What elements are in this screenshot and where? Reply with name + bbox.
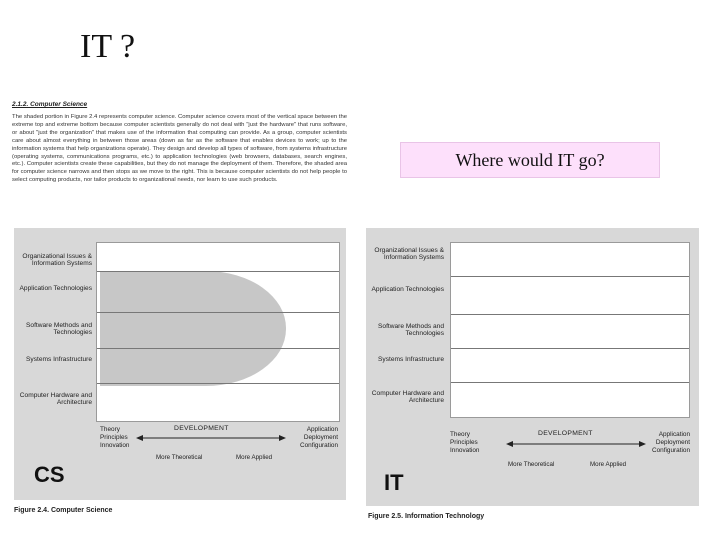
more-theoretical-label: More Theoretical <box>156 454 203 461</box>
more-applied-label: More Applied <box>590 461 627 468</box>
bottom-left-label: Theory <box>100 426 120 433</box>
document-paragraph: The shaded portion in Figure 2.4 represents computer science. Computer science covers most of the vertical space between the extreme top and extreme bottom because computer scientists generally do not deal with "just the hardware" that runs software, or about "just the organization" that makes use of the information that computing can provide. As a group, computer scientists care about almost everything in between those areas (down as far as the software that enables devices to work; up to the information systems that help organizations operate). They design and develop all types of software, from systems infrastructure (operating systems, communications programs, etc.) to application technologies (web browsers, databases, search engines, etc.). Computer scientists create these capabilities, but they do not manage the deployment of them. Therefore, the shaded area for computer science narrows and then stops as we move to the right. This is because computer scientists do not help people to select computing products, nor tailor products to organizational needs, nor learn to use such products. <box>12 114 347 184</box>
document-heading: 2.1.2. Computer Science <box>12 101 88 108</box>
row-label: Systems Infrastructure <box>26 356 92 363</box>
bottom-right-label: Configuration <box>299 442 338 449</box>
it-badge: IT <box>384 470 404 495</box>
development-label: DEVELOPMENT <box>538 430 593 437</box>
more-applied-label: More Applied <box>236 454 273 461</box>
bottom-left-label: Innovation <box>450 447 480 454</box>
bottom-left-label: Principles <box>450 439 478 446</box>
row-divider <box>97 348 339 349</box>
cs-shaded-region <box>100 271 286 386</box>
cs-caption: Figure 2.4. Computer Science <box>14 507 113 514</box>
row-divider <box>451 348 689 349</box>
row-label: Software Methods and Technologies <box>378 323 444 338</box>
row-label: Computer Hardware and Architecture <box>19 392 92 407</box>
row-label: Software Methods and Technologies <box>26 322 92 337</box>
row-divider <box>97 312 339 313</box>
bottom-left-label: Innovation <box>100 442 130 449</box>
row-divider <box>451 276 689 277</box>
bottom-right-label: Deployment <box>303 434 338 441</box>
row-label: Computer Hardware and Architecture <box>371 390 444 405</box>
bottom-left-label: Theory <box>450 431 470 438</box>
it-figure <box>366 228 699 506</box>
cs-figure <box>14 228 346 500</box>
development-label: DEVELOPMENT <box>174 425 229 432</box>
development-arrow-icon <box>136 433 286 443</box>
row-label: Organizational Issues & Information Systems <box>374 247 444 262</box>
more-theoretical-label: More Theoretical <box>508 461 555 468</box>
bottom-left-label: Principles <box>100 434 128 441</box>
callout-box: Where would IT go? <box>400 142 660 178</box>
row-label: Systems Infrastructure <box>378 356 444 363</box>
bottom-right-label: Configuration <box>651 447 690 454</box>
row-label: Organizational Issues & Information Systems <box>22 253 92 268</box>
it-plot-area <box>450 242 690 418</box>
row-divider <box>97 383 339 384</box>
row-divider <box>451 314 689 315</box>
cs-badge: CS <box>34 462 65 487</box>
row-divider <box>451 382 689 383</box>
slide-title: IT ? <box>80 28 136 65</box>
bottom-right-label: Application <box>306 426 338 433</box>
row-label: Application Technologies <box>19 285 92 292</box>
development-arrow-icon <box>506 439 646 449</box>
bottom-right-label: Application <box>658 431 690 438</box>
row-label: Application Technologies <box>371 286 444 293</box>
bottom-right-label: Deployment <box>655 439 690 446</box>
row-divider <box>97 271 339 272</box>
it-caption: Figure 2.5. Information Technology <box>368 513 485 520</box>
